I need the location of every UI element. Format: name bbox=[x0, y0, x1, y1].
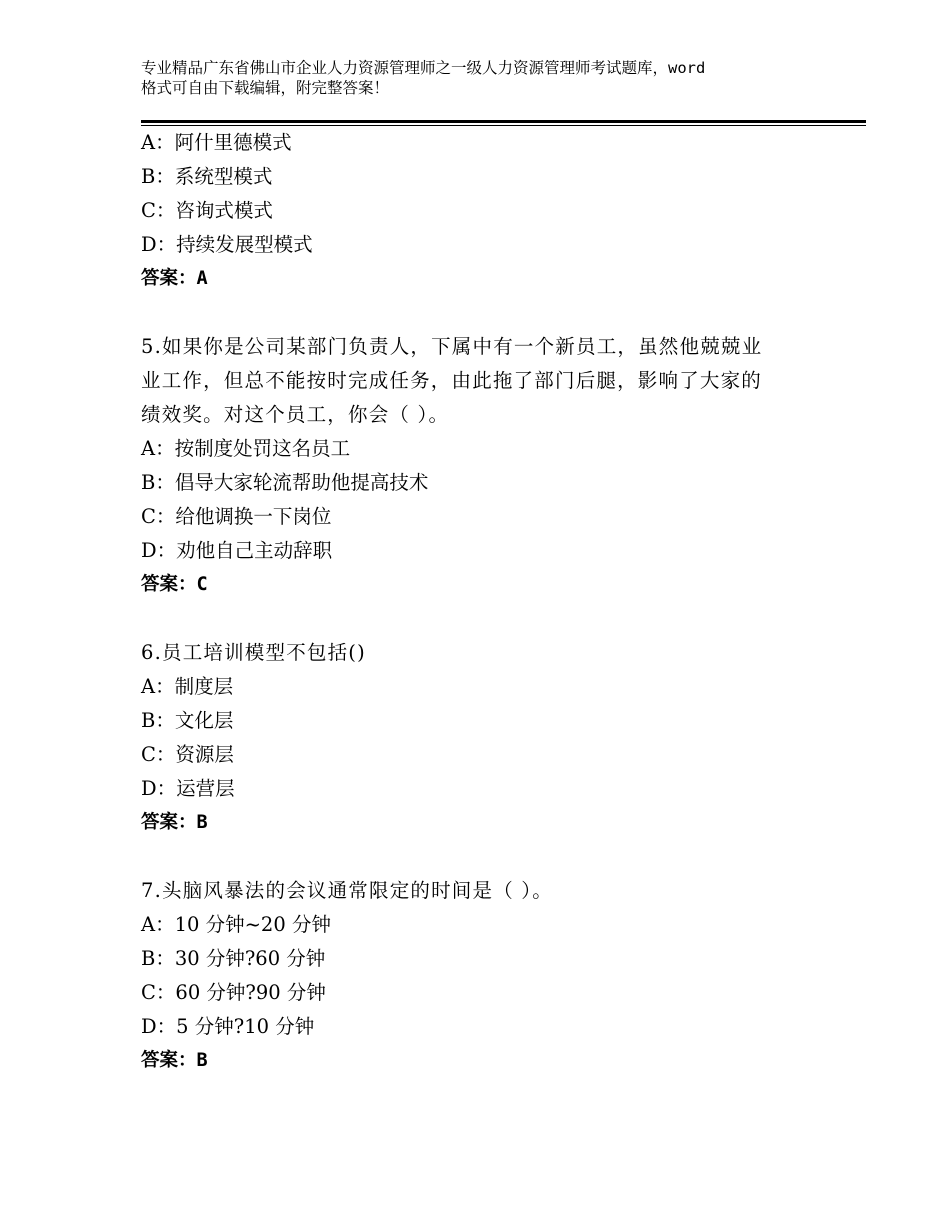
question-stem-line: 6.员工培训模型不包括() bbox=[141, 641, 366, 664]
document-body bbox=[141, 126, 841, 1078]
option-c: C：资源层 bbox=[141, 743, 234, 766]
option-a: A：10 分钟~20 分钟 bbox=[141, 913, 331, 936]
option-b: B：文化层 bbox=[141, 709, 234, 732]
answer: 答案：C bbox=[141, 574, 208, 595]
answer: 答案：B bbox=[141, 1050, 208, 1071]
question-4 bbox=[141, 126, 841, 296]
header-divider-thick bbox=[141, 120, 866, 123]
option-c: C：60 分钟?90 分钟 bbox=[141, 981, 326, 1004]
option-d: D：劝他自己主动辞职 bbox=[141, 539, 333, 562]
option-d: D：持续发展型模式 bbox=[141, 233, 313, 256]
header-line-1: 专业精品广东省佛山市企业人力资源管理师之一级人力资源管理师考试题库，word bbox=[141, 59, 706, 77]
option-b: B：系统型模式 bbox=[141, 165, 273, 188]
question-5 bbox=[141, 330, 841, 602]
option-a: A：制度层 bbox=[141, 675, 234, 698]
option-b: B：倡导大家轮流帮助他提高技术 bbox=[141, 471, 429, 494]
answer: 答案：A bbox=[141, 268, 208, 289]
question-stem-line: 7.头脑风暴法的会议通常限定的时间是（ ）。 bbox=[141, 879, 553, 902]
document-header bbox=[141, 58, 841, 98]
option-c: C：咨询式模式 bbox=[141, 199, 273, 222]
answer: 答案：B bbox=[141, 812, 208, 833]
option-d: D：运营层 bbox=[141, 777, 235, 800]
question-stem-line: 业工作，但总不能按时完成任务，由此拖了部门后腿，影响了大家的 bbox=[141, 369, 763, 392]
question-stem-line: 5.如果你是公司某部门负责人，下属中有一个新员工，虽然他兢兢业 bbox=[141, 335, 763, 358]
question-6 bbox=[141, 636, 841, 840]
question-7 bbox=[141, 874, 841, 1078]
option-a: A：按制度处罚这名员工 bbox=[141, 437, 351, 460]
option-c: C：给他调换一下岗位 bbox=[141, 505, 332, 528]
option-a: A：阿什里德模式 bbox=[141, 131, 292, 154]
question-stem-line: 绩效奖。对这个员工，你会（ ）。 bbox=[141, 403, 450, 426]
header-line-2: 格式可自由下载编辑，附完整答案！ bbox=[141, 79, 390, 97]
option-b: B：30 分钟?60 分钟 bbox=[141, 947, 326, 970]
option-d: D：5 分钟?10 分钟 bbox=[141, 1015, 315, 1038]
